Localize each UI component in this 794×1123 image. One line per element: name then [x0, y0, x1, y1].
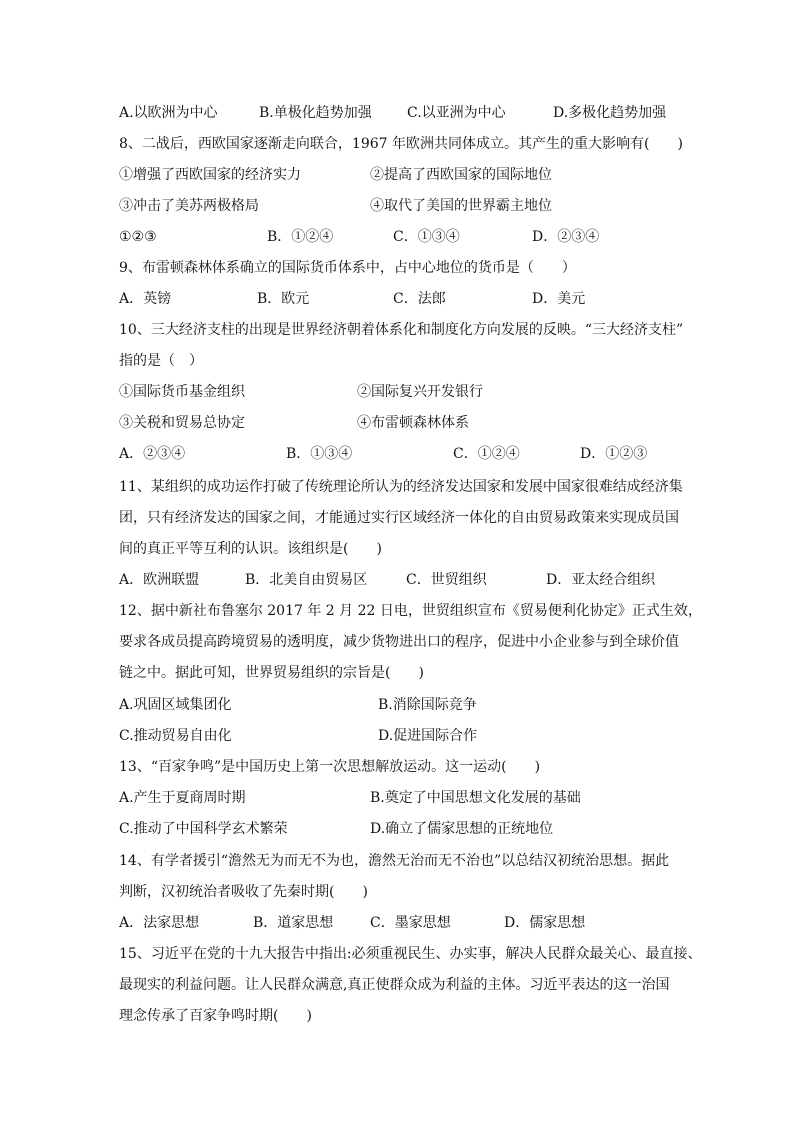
- q15-stem-line2: 最现实的利益问题。让人民群众满意,真正使群众成为利益的主体。习近平表达的这一治国: [119, 977, 670, 993]
- q10-item-1: ①国际货币基金组织: [119, 384, 245, 400]
- q8-option-a: ①②③: [119, 229, 157, 245]
- q11-stem-line3: 间的真正平等互利的认识。该组织是( ): [119, 541, 382, 557]
- q8-item-1: ①增强了西欧国家的经济实力: [119, 167, 301, 183]
- q7-option-a: A.以欧洲为中心: [119, 105, 218, 121]
- q15-stem-line3: 理念传承了百家争鸣时期( ): [119, 1008, 312, 1024]
- q15-stem-line1: 15、习近平在党的十九大报告中指出:必须重视民生、办实事，解决人民群众最关心、最直接、: [119, 946, 702, 962]
- q8-stem: 8、二战后，西欧国家逐渐走向联合，1967 年欧洲共同体成立。其产生的重大影响有( ): [119, 136, 683, 152]
- q8-option-b: B．①②④: [267, 229, 334, 245]
- q12-option-d: D.促进国际合作: [378, 728, 478, 744]
- q11-stem-line1: 11、某组织的成功运作打破了传统理论所认为的经济发达国家和发展中国家很难结成经济集: [119, 479, 683, 495]
- q12-stem-line1: 12、据中新社布鲁塞尔 2017 年 2 月 22 日电，世贸组织宣布《贸易便利化协定》正式生效，: [119, 603, 702, 619]
- q9-stem: 9、布雷顿森林体系确立的国际货币体系中，占中心地位的货币是（ ）: [119, 260, 576, 276]
- q8-item-4: ④取代了美国的世界霸主地位: [370, 198, 552, 214]
- q12-option-b: B.消除国际竞争: [378, 697, 477, 713]
- q14-option-d: D．儒家思想: [504, 915, 586, 931]
- q13-option-b: B.奠定了中国思想文化发展的基础: [370, 790, 581, 806]
- q12-option-c: C.推动贸易自由化: [119, 728, 232, 744]
- q8-option-d: D．②③④: [532, 229, 600, 245]
- q11-stem-line2: 团，只有经济发达的国家之间，才能通过实行区域经济一体化的自由贸易政策来实现成员国: [119, 510, 679, 526]
- q10-option-b: B．①③④: [286, 446, 353, 462]
- q12-option-a: A.巩固区域集团化: [119, 697, 232, 713]
- q11-option-c: C．世贸组织: [406, 572, 487, 588]
- q12-stem-line2: 要求各成员提高跨境贸易的透明度，减少货物进出口的程序，促进中小企业参与到全球价值: [119, 634, 679, 650]
- q7-option-c: C.以亚洲为中心: [407, 105, 506, 121]
- q9-option-d: D．美元: [532, 291, 586, 307]
- q12-stem-line3: 链之中。据此可知，世界贸易组织的宗旨是( ): [119, 665, 424, 681]
- q14-option-c: C．墨家思想: [370, 915, 451, 931]
- q11-option-b: B．北美自由贸易区: [245, 572, 368, 588]
- q10-item-4: ④布雷顿森林体系: [357, 415, 469, 431]
- q13-option-a: A.产生于夏商周时期: [119, 790, 246, 806]
- q10-option-a: A．②③④: [119, 446, 186, 462]
- q9-option-c: C．法郎: [393, 291, 446, 307]
- q11-option-a: A．欧洲联盟: [119, 572, 200, 588]
- q9-option-a: A．英镑: [119, 291, 172, 307]
- q14-stem-line2: 判断，汉初统治者吸收了先秦时期( ): [119, 884, 368, 900]
- q10-option-c: C．①②④: [453, 446, 520, 462]
- q10-stem-line2: 指的是（ ）: [119, 353, 203, 369]
- q10-option-d: D．①②③: [580, 446, 648, 462]
- q7-option-d: D.多极化趋势加强: [553, 105, 667, 121]
- q8-option-c: C．①③④: [393, 229, 460, 245]
- q13-option-d: D.确立了儒家思想的正统地位: [370, 821, 554, 837]
- q14-option-a: A．法家思想: [119, 915, 200, 931]
- q7-option-b: B.单极化趋势加强: [259, 105, 372, 121]
- q11-option-d: D．亚太经合组织: [546, 572, 656, 588]
- q14-option-b: B．道家思想: [253, 915, 334, 931]
- q9-option-b: B．欧元: [257, 291, 310, 307]
- q10-item-2: ②国际复兴开发银行: [357, 384, 483, 400]
- q8-item-2: ②提高了西欧国家的国际地位: [370, 167, 552, 183]
- q10-item-3: ③关税和贸易总协定: [119, 415, 245, 431]
- q10-stem-line1: 10、三大经济支柱的出现是世界经济朝着体系化和制度化方向发展的反映。“三大经济支柱”: [119, 322, 684, 338]
- q13-stem: 13、“百家争鸣”是中国历史上第一次思想解放运动。这一运动( ): [119, 759, 541, 775]
- q13-option-c: C.推动了中国科学玄术繁荣: [119, 821, 288, 837]
- q14-stem-line1: 14、有学者援引“澹然无为而无不为也，澹然无治而无不治也”以总结汉初统治思想。据此: [119, 853, 670, 869]
- q8-item-3: ③冲击了美苏两极格局: [119, 198, 259, 214]
